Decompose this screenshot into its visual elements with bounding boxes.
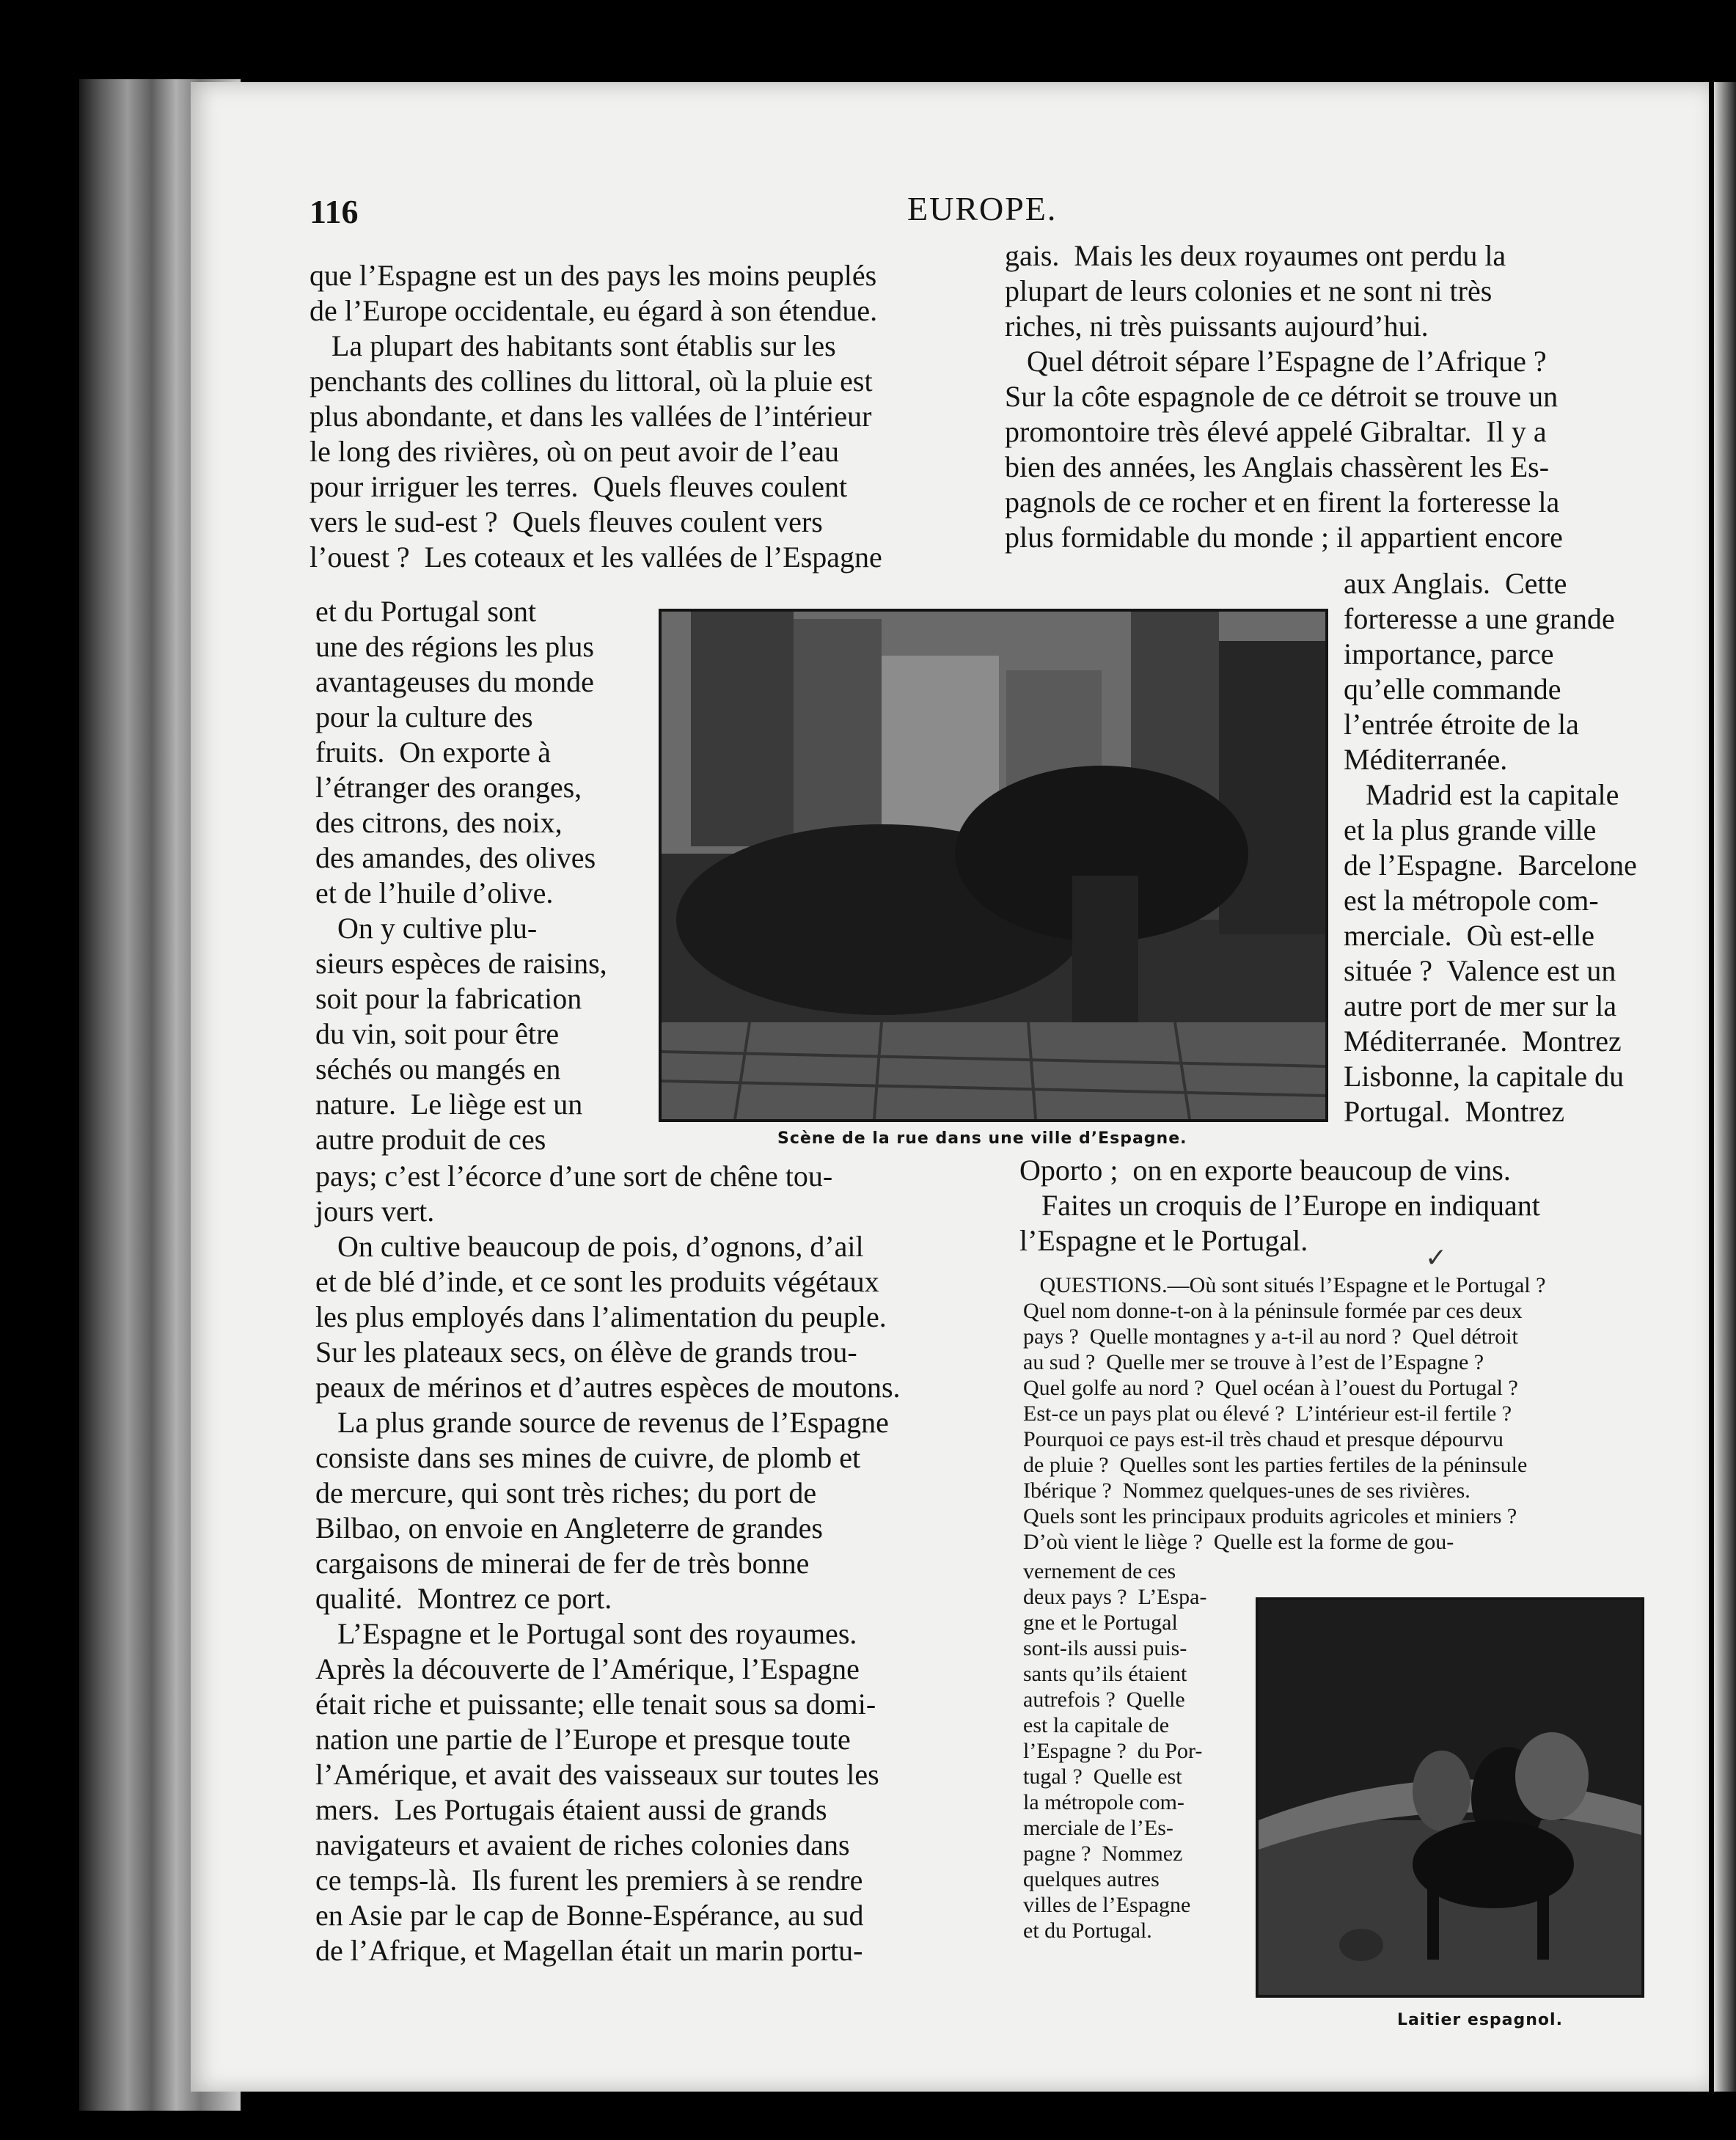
left-column-lower-text: pays; c’est l’écorce d’une sort de chêne tou- jours vert. On cultive beaucoup de pois, d’ognons, d’ail et de blé d’inde, et ce sont les produits végétaux les plus employés dans l’alimentation du peuple. Sur les plateaux secs, on élève de grands trou- peaux de mérinos et d’autres espèces de moutons. La plus grande source de revenus de l’Espagne consiste dans ses mines de cuivre, de plomb et de mercure, qui sont très riches; du port de Bilbao, on envoie en Angleterre de grandes cargaisons de minerai de fer de très bonne qualité. Montrez ce port. L’Espagne et le Portugal sont des royaumes. Après la découverte de l’Amérique, l’Espagne était riche et puissante; elle tenait sous sa domi- nation une partie de l’Europe et presque toute l’Amérique, et avait des vaisseaux sur toutes les mers. Les Portugais étaient aussi de grands navigateurs et avaient de riches colonies dans ce temps-là. Ils furent les premiers à se rendre en Asie par le cap de Bonne-Espérance, au sud de l’Afrique, et Magellan était un marin portu- (315, 1159, 901, 1967)
milkman-figure (1256, 1597, 1644, 1998)
right-column-top-text: gais. Mais les deux royaumes ont perdu la plupart de leurs colonies et ne sont ni très riches, ni très puissants aujourd’hui. Quel détroit sépare l’Espagne de l’Afrique ? Sur la côte espagnole de ce détroit se trouve un promontoire très élevé appelé Gibraltar. Il y a bien des années, les Anglais chassèrent les Es- pagnols de ce rocher et en firent la forteresse la plus formidable du monde ; il appartient encore (1005, 239, 1563, 554)
right-column-lower-text: Oporto ; on en exporte beaucoup de vins. Faites un croquis de l’Europe en indiquant l’Espagne et le Portugal. (1019, 1154, 1540, 1257)
questions-narrow-text: vernement de ces deux pays ? L’Espa- gne et le Portugal sont-ils aussi puis- sants qu’ils étaient autrefois ? Quelle est la capitale de l’Espagne ? du Por- tugal ? Quelle est la métropole com- merciale de l’Es- pagne ? Nommez quelques autres villes de l’Espagne et du Portugal. (1023, 1559, 1207, 1943)
page-number: 116 (310, 193, 359, 230)
left-column-narrow-text: et du Portugal sont une des régions les plus avantageuses du monde pour la culture des fruits. On exporte à l’étranger des oranges, des citrons, des noix, des amandes, des olives et de l’huile d’olive. On y cultive plu- sieurs espèces de raisins, soit pour la fabrication du vin, soit pour être séchés ou mangés en nature. Le liège est un autre produit de ces (315, 595, 607, 1156)
milkman-donkey-illustration (1259, 1600, 1641, 1995)
left-column-top-text: que l’Espagne est un des pays les moins peuplés de l’Europe occidentale, eu égard à son étendue. La plupart des habitants sont établis sur les penchants des collines du littoral, où la pluie est plus abondante, et dans les vallées de l’intérieur le long des rivières, où on peut avoir de l’eau pour irriguer les terres. Quels fleuves coulent vers le sud-est ? Quels fleuves coulent vers l’ouest ? Les coteaux et les vallées de l’Espagne (310, 259, 882, 574)
running-title: EUROPE. (907, 190, 1058, 227)
right-column-narrow-text: aux Anglais. Cette forteresse a une grande importance, parce qu’elle commande l’entrée étroite de la Méditerranée. Madrid est la capitale et la plus grande ville de l’Espagne. Barcelone est la métropole com- merciale. Où est-elle située ? Valence est un autre port de mer sur la Méditerranée. Montrez Lisbonne, la capitale du Portugal. Montrez (1344, 567, 1637, 1128)
pencil-check-mark: ✓ (1425, 1243, 1448, 1273)
questions-text: QUESTIONS.—Où sont situés l’Espagne et le Portugal ? Quel nom donne-t-on à la péninsule formée par ces deux pays ? Quelle montagnes y a-t-il au nord ? Quel détroit au sud ? Quelle mer se trouve à l’est de l’Espagne ? Quel golfe au nord ? Quel océan à l’ouest du Portugal ? Est-ce un pays plat ou élevé ? L’intérieur est-il fertile ? Pourquoi ce pays est-il très chaud et presque dépourvu de pluie ? Quelles sont les parties fertiles de la péninsule Ibérique ? Nommez quelques-unes de ses rivières. Quels sont les principaux produits agricoles et miniers ? D’où vient le liège ? Quelle est la forme de gou- (1023, 1273, 1546, 1554)
right-page-edge (1714, 82, 1736, 2092)
milkman-caption: Laitier espagnol. (1397, 2011, 1563, 2029)
street-scene-figure (659, 609, 1328, 1122)
street-scene-ox-cart-illustration (662, 612, 1325, 1119)
street-scene-caption: Scène de la rue dans une ville d’Espagne. (777, 1129, 1187, 1148)
